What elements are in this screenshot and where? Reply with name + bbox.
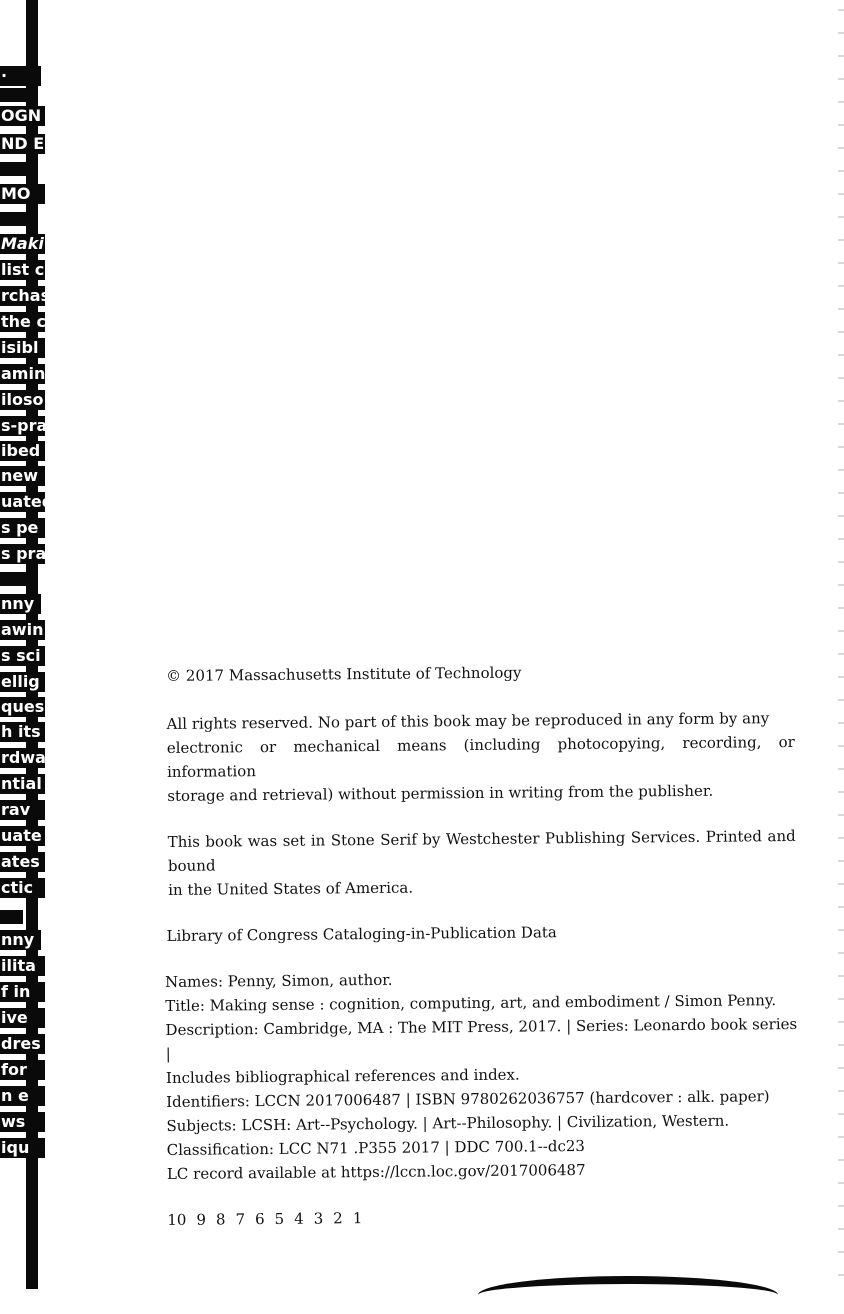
printer-key-digit: 6: [254, 1210, 265, 1229]
cip-heading: Library of Congress Cataloging-in-Publication Data: [166, 923, 557, 945]
typesetting-paragraph: [168, 824, 797, 902]
scan-shadow-arc: [478, 1276, 778, 1314]
spine-fragment: [0, 212, 31, 226]
typeset-line: in the United States of America.: [168, 878, 414, 899]
spine-fragment: uated: [1, 492, 54, 511]
cip-classification: Classification: LCC N71 .P355 2017 | DDC 700.1--dc23: [166, 1136, 585, 1159]
spine-fragment: dres: [0, 1034, 45, 1054]
scanned-right-edge: [838, 0, 844, 1289]
printer-key-digit: 10: [167, 1210, 187, 1229]
spine-fragment: ellig: [0, 672, 45, 692]
spine-fragment: for: [0, 1060, 45, 1080]
spine-fragment: awin: [1, 620, 44, 639]
rights-line: All rights reserved. No part of this book may be reproduced in any form by any: [166, 709, 770, 733]
typeset-line: This book was set in Stone Serif by Westchester Publishing Services. Printed and bound: [167, 826, 796, 875]
spine-fragment: nny: [0, 594, 41, 614]
printer-key-digit: 9: [196, 1210, 207, 1229]
printer-key: [167, 1202, 799, 1232]
spine-fragment: s pe: [0, 518, 45, 538]
spine-fragment: ques: [1, 697, 45, 716]
cip-identifiers: Identifiers: LCCN 2017006487 | ISBN 9780262036757 (hardcover : alk. paper): [166, 1087, 770, 1111]
printer-key-digit: 1: [352, 1209, 363, 1228]
cip-title: Title: Making sense : cognition, computing, art, and embodiment / Simon Penny.: [165, 991, 777, 1015]
spine-fragment: s-pra: [1, 416, 48, 435]
rights-line: storage and retrieval) without permission in writing from the publisher.: [167, 781, 714, 805]
spine-fragment: ive: [0, 1008, 45, 1028]
rights-line: electronic or mechanical means (including photocopying, recording, or information: [166, 732, 795, 781]
spine-fragment: [0, 572, 27, 586]
spine-fragment: ·: [0, 66, 41, 86]
copyright-page-body: [162, 658, 799, 1232]
spine-fragment: [0, 910, 23, 924]
cip-description: Description: Cambridge, MA : The MIT Press, 2017. | Series: Leonardo book series |: [165, 1014, 798, 1063]
cip-names: Names: Penny, Simon, author.: [164, 970, 393, 991]
spine-fragment: ates: [0, 852, 45, 872]
spine-fragment: ctic: [0, 878, 45, 898]
spine-fragment: s pra: [1, 544, 47, 563]
printer-key-digit: 2: [333, 1209, 343, 1228]
spine-fragment: list c: [1, 260, 45, 279]
spine-fragment: nny: [0, 930, 41, 950]
printer-key-digit: 5: [274, 1209, 285, 1228]
spine-fragment: [0, 162, 31, 176]
cip-description-cont: Includes bibliographical references and index.: [165, 1065, 520, 1087]
cip-subjects: Subjects: LCSH: Art--Psychology. | Art--Philosophy. | Civilization, Western.: [166, 1111, 730, 1135]
printer-key-digit: 4: [294, 1209, 304, 1228]
spine-fragment: ws: [0, 1112, 45, 1132]
spine-fragment: isibl: [0, 338, 45, 358]
spine-fragment: iloso: [1, 390, 44, 409]
spine-fragment: iqu: [0, 1138, 45, 1158]
spine-fragment: rav: [0, 800, 45, 820]
printer-key-digit: 3: [313, 1209, 324, 1228]
spine-fragment: Maki: [1, 234, 44, 253]
printer-key-digit: 8: [215, 1210, 226, 1229]
printer-key-digit: 7: [235, 1210, 246, 1229]
spine-fragment: rchas: [1, 286, 51, 305]
spine-fragment: ND E: [1, 134, 45, 153]
spine-fragment: ilita: [0, 956, 45, 976]
spine-fragment: n e: [0, 1086, 45, 1106]
spine-fragment: s sci: [0, 646, 45, 666]
spine-fragment: amin: [1, 364, 46, 383]
scanned-left-edge: [0, 0, 54, 1289]
spine-fragment: uate: [0, 826, 45, 846]
spine-fragment: OGN: [0, 106, 45, 126]
copyright-notice: © 2017 Massachusetts Institute of Technology: [166, 663, 522, 685]
cip-lc-record: LC record available at https://lccn.loc.gov/2017006487: [166, 1160, 586, 1183]
rights-paragraph: [166, 706, 795, 808]
spine-fragment: the c: [1, 312, 46, 331]
spine-fragment: rdwa: [1, 748, 46, 767]
spine-fragment: ntial: [0, 774, 45, 794]
cip-record: [165, 964, 799, 1186]
spine-fragment: [0, 88, 29, 102]
spine-fragment: ibed: [0, 441, 45, 461]
spine-fragment: f in: [0, 982, 45, 1002]
spine-fragment: new: [0, 466, 45, 486]
spine-fragment: h its: [0, 722, 45, 742]
spine-fragment: MO: [0, 184, 45, 204]
